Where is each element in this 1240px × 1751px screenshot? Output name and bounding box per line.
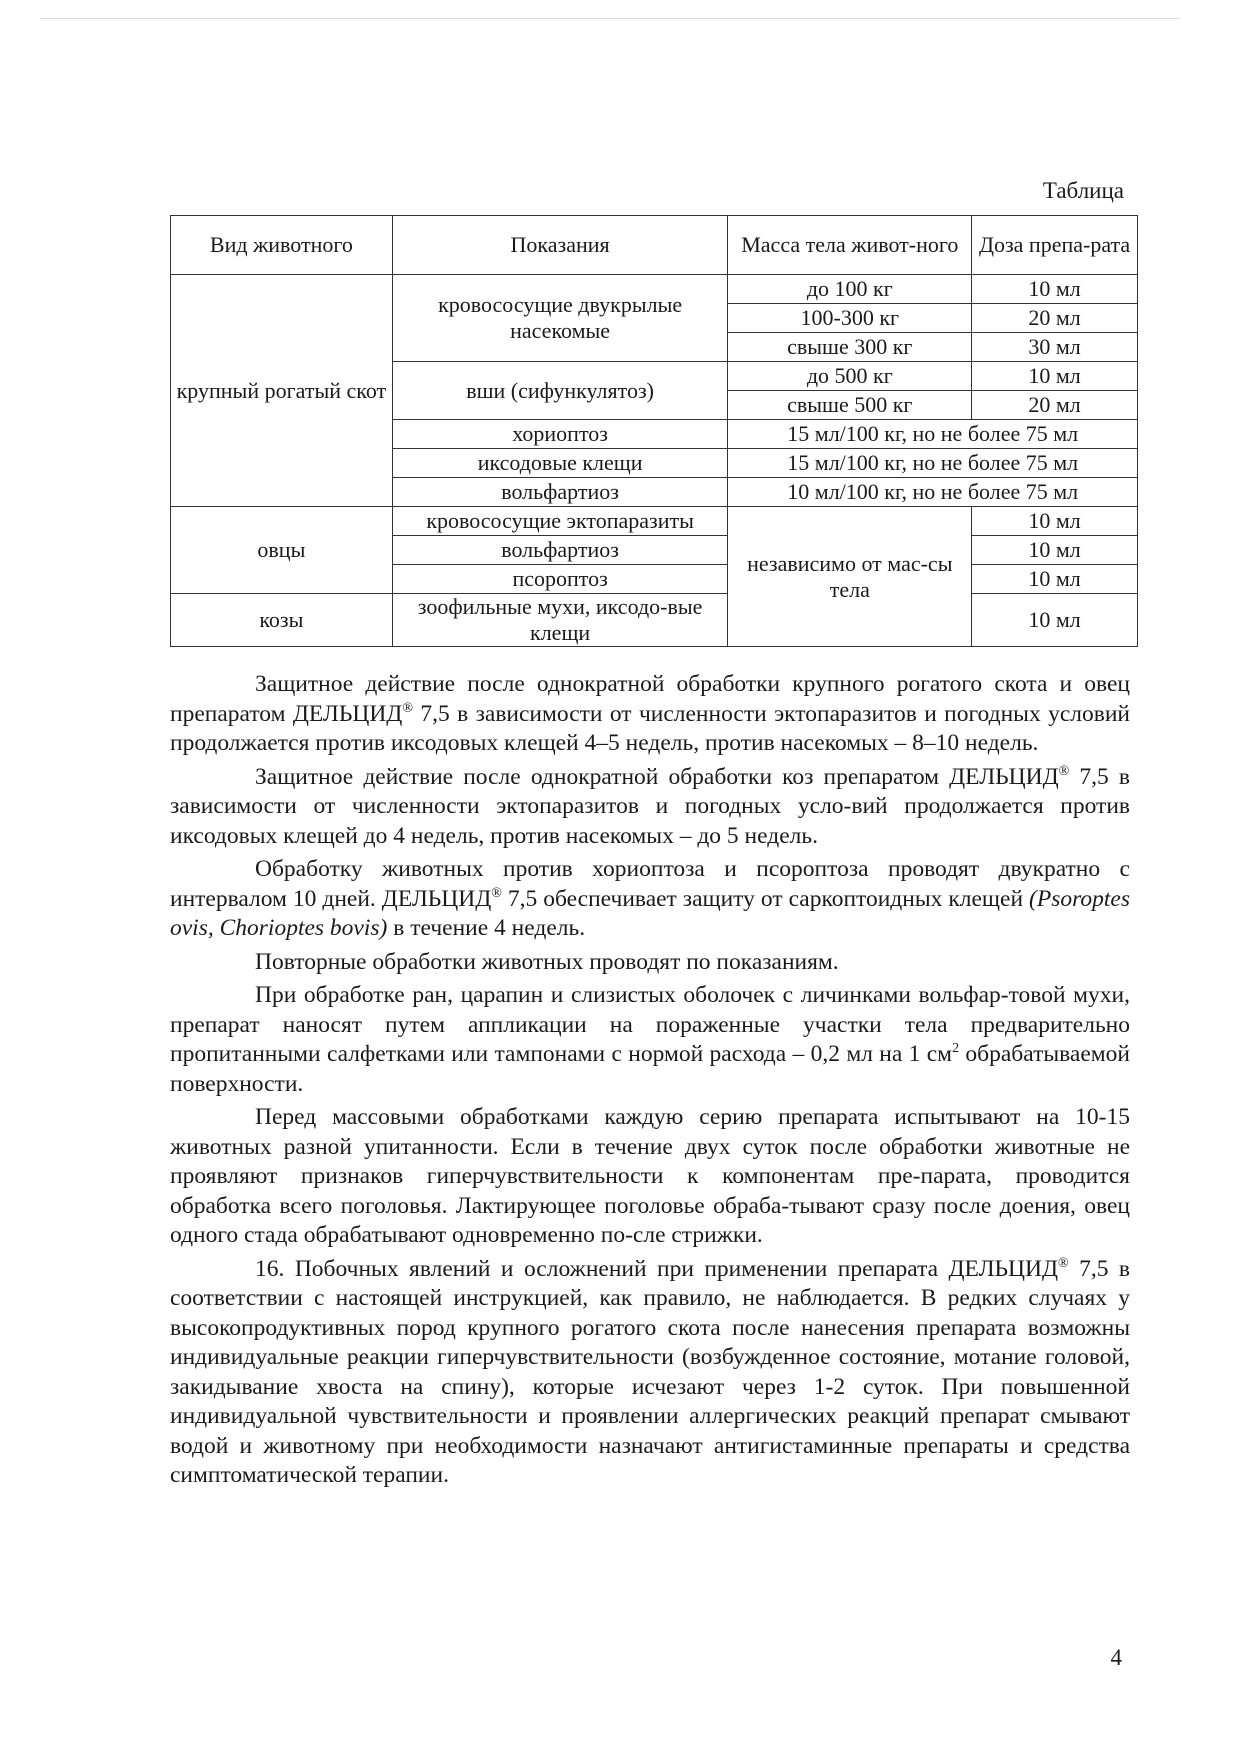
paragraph-mass-treatment: Перед массовыми обработками каждую серию препарата испытывают на 10-15 животных разной упитанности. Если в течение двух суток после обработки животные не проявляют признаков гиперчувствительности к компонентам пре-парата, проводится обработка всего поголовья. Лактирующее поголовье обраба-тывают сразу после доения, овец одного стада обрабатывают одновременно по-сле стрижки.	[170, 1104, 1130, 1248]
dose-cell: 10 мл	[972, 275, 1138, 304]
indication-cell: иксодовые клещи	[392, 449, 728, 478]
indication-cell: зоофильные мухи, иксодо-вые клещи	[392, 594, 728, 647]
header-indication: Показания	[392, 216, 728, 275]
page-number: 4	[1110, 1645, 1122, 1670]
paragraph-protection-goats: Защитное действие после однократной обработки коз препаратом ДЕЛЬЦИД® 7,5 в зависимости от численности эктопаразитов и погодных усло-вий продолжается против иксодовых клещей до 4 недель, против насекомых – до 5 недель.	[170, 763, 1130, 849]
dose-cell: 15 мл/100 кг, но не более 75 мл	[728, 420, 1138, 449]
header-dose: Доза препа-рата	[972, 216, 1138, 275]
table-row	[171, 275, 1138, 304]
indication-cell: вольфартиоз	[392, 478, 728, 507]
animal-sheep: овцы	[171, 507, 393, 594]
paragraph-protection-cattle-sheep: Защитное действие после однократной обработки крупного рогатого скота и овец препаратом ДЕЛЬЦИД® 7,5 в зависимости от численности эктопаразитов и погодных условий продолжается против иксодовых клещей 4–5 недель, против насекомых – 8–10 недель.	[170, 671, 1130, 756]
dose-cell: 10 мл	[972, 507, 1138, 536]
header-animal: Вид животного	[171, 216, 393, 275]
table-caption: Таблица	[1042, 178, 1124, 203]
indication-lice: вши (сифункулятоз)	[392, 362, 728, 420]
animal-goats: козы	[171, 594, 393, 647]
mass-cell: до 100 кг	[728, 275, 972, 304]
indication-cell: кровососущие эктопаразиты	[392, 507, 728, 536]
dose-cell: 30 мл	[972, 333, 1138, 362]
registered-mark: ®	[402, 700, 413, 716]
table-header-row	[171, 216, 1138, 275]
indication-cell: вольфартиоз	[392, 536, 728, 565]
mass-cell: свыше 500 кг	[728, 391, 972, 420]
paragraph-repeat-treatment: Повторные обработки животных проводят по показаниям.	[255, 948, 839, 975]
paragraph-wound-treatment: При обработке ран, царапин и слизистых оболочек с личинками вольфар-товой мухи, препарат наносят путем аппликации на пораженные участки тела предварительно пропитанными салфетками или тампонами с нормой расхода – 0,2 мл на 1 $см^2$ обрабатываемой поверхности.	[170, 982, 1130, 1097]
body-text	[170, 670, 1130, 1495]
dose-cell: 10 мл	[972, 362, 1138, 391]
dose-cell: 10 мл/100 кг, но не более 75 мл	[728, 478, 1138, 507]
paragraph-side-effects: 16. Побочных явлений и осложнений при применении препарата ДЕЛЬЦИД® 7,5 в соответствии с настоящей инструкцией, как правило, не наблюдается. В редких случаях у высокопродуктивных пород крупного рогатого скота после нанесения препарата возможны индивидуальные реакции гиперчувствительности (возбужденное состояние, мотание головой, закидывание хвоста на спину), которые исчезают через 1-2 суток. При повышенной индивидуальной чувствительности и проявлении аллергических реакций препарат смывают водой и животному при необходимости назначают антигистаминные препараты и средства симптоматической терапии.	[170, 1255, 1130, 1488]
superscript-two: 2	[952, 1041, 960, 1057]
dose-cell: 10 мл	[972, 536, 1138, 565]
mass-any: независимо от мас-сы тела	[728, 507, 972, 647]
mass-cell: 100-300 кг	[728, 304, 972, 333]
indication-cell: хориоптоз	[392, 420, 728, 449]
paragraph-treatment-interval: Обработку животных против хориоптоза и псороптоза проводят двукратно с интервалом 10 дней. ДЕЛЬЦИД® 7,5 обеспечивает защиту от саркоптоидных клещей (Psoroptes ovis, Chorioptes bovis) в течение 4 недель.	[170, 856, 1130, 941]
animal-cattle: крупный рогатый скот	[171, 275, 393, 507]
mass-cell: свыше 300 кг	[728, 333, 972, 362]
mass-cell: до 500 кг	[728, 362, 972, 391]
dose-cell: 20 мл	[972, 304, 1138, 333]
table-row	[171, 507, 1138, 536]
dose-cell: 10 мл	[972, 594, 1138, 647]
dosage-table	[170, 215, 1138, 647]
header-mass: Масса тела живот-ного	[728, 216, 972, 275]
scan-edge-line	[40, 18, 1180, 19]
registered-mark: ®	[491, 885, 502, 901]
dose-cell: 20 мл	[972, 391, 1138, 420]
latin-species: (Psoroptes ovis, Chorioptes bovis)	[170, 885, 1130, 941]
registered-mark: ®	[1057, 1255, 1069, 1271]
dose-cell: 10 мл	[972, 565, 1138, 594]
indication-bloodsucking-insects: кровососущие двукрылые насекомые	[392, 275, 728, 362]
registered-mark: ®	[1058, 763, 1070, 779]
dose-cell: 15 мл/100 кг, но не более 75 мл	[728, 449, 1138, 478]
indication-cell: псороптоз	[392, 565, 728, 594]
